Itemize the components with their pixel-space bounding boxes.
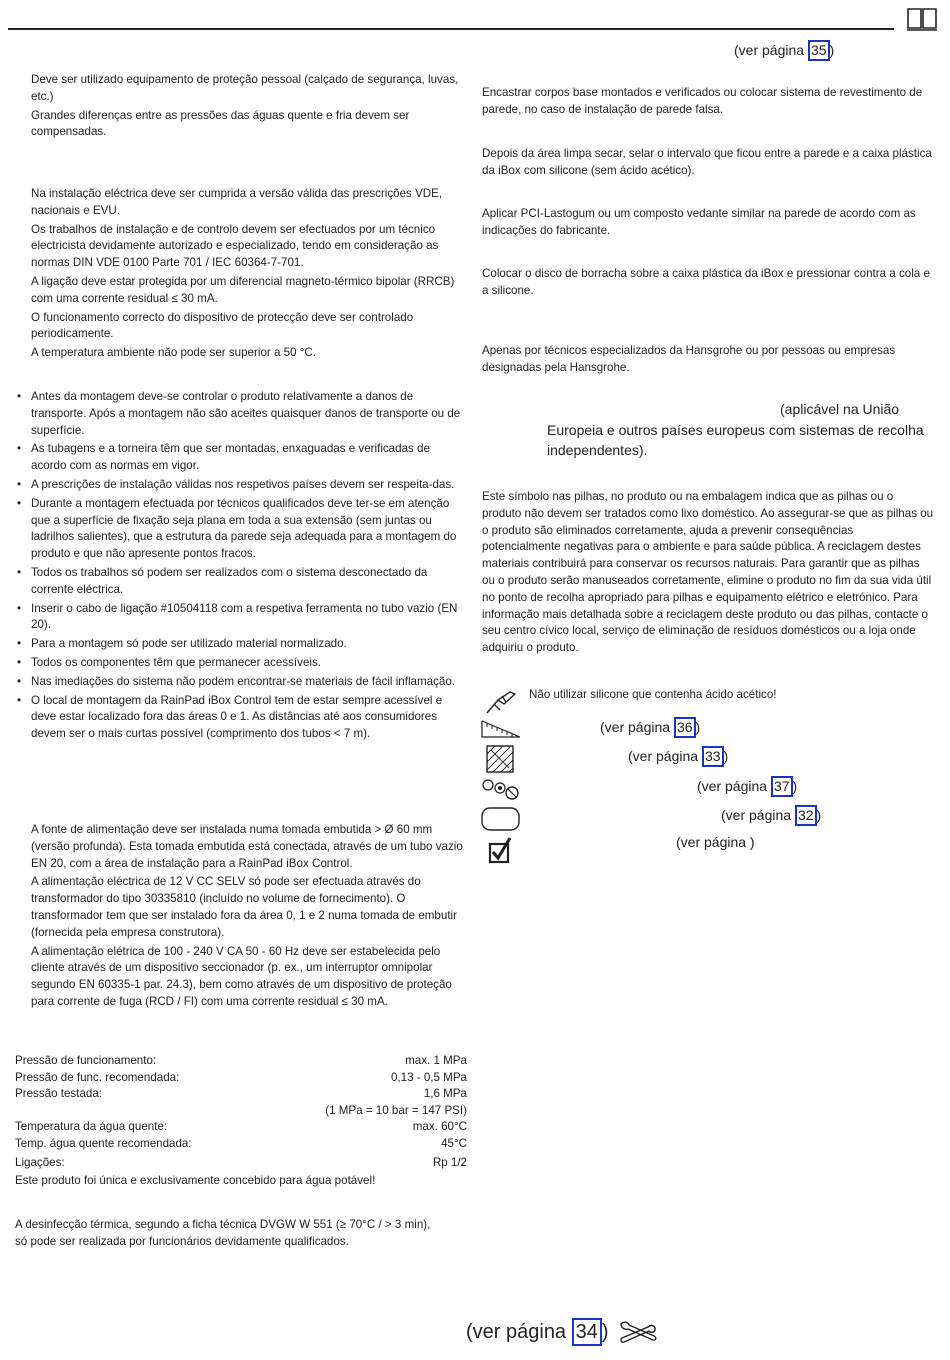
header-rule xyxy=(8,28,894,30)
right-paragraph-5: Apenas por técnicos especializados da Hansgrohe ou por pessoas ou empresas designadas pela Hansgrohe. xyxy=(482,344,896,374)
spec-row xyxy=(15,1053,467,1070)
page-ref-footer[interactable] xyxy=(466,1318,609,1346)
tools-icon xyxy=(618,1320,658,1346)
specs-note: Este produto foi única e exclusivamente concebido para água potável! xyxy=(15,1174,376,1188)
spec-label: Temp. água quente recomendada: xyxy=(15,1136,192,1150)
page-ref-top[interactable] xyxy=(734,40,834,61)
safety-paragraph: Grandes diferenças entre as pressões das águas quente e fria devem ser compensadas. xyxy=(31,108,410,139)
recycle-paragraph: Este símbolo nas pilhas, no produto ou na embalagem indica que as pilhas ou o produto não devem ser tratados como lixo doméstico. Ao assegurar-se que as pilhas ou o produto são eliminados corretamente, ajuda a prevenir consequências potencialmente negativas para o ambiente e para saúde pública. A reciclagem destes materiais contribuirá para conservar os recursos naturais. Para garantir que as pilhas ou o produto serão manuseados corretamente, elimine o produto no fim da sua vida útil no ponto de recolha apropriado para pilhas e equipamento elétrico e eletrónico. Para informação mais detalhada sobre a reciclagem deste produto ou das pilhas, contacte o seu centro cívico local, serviço de eliminação de resíduos domésticos ou a loja onde adquiriu o produto. xyxy=(482,490,934,655)
page-ref-suffix: ) xyxy=(829,42,835,58)
hatched-square-icon xyxy=(486,745,514,773)
spec-label: Pressão testada: xyxy=(15,1087,103,1101)
spec-row xyxy=(15,1155,467,1172)
eu-line-2: Europeia e outros países europeus com sistemas de recolha xyxy=(547,422,924,438)
bullet-item: • As tubagens e a torneira têm que ser montadas, enxaguadas e verificadas de acordo com as normas em vigor. xyxy=(31,441,467,475)
right-paragraph-1: Encastrar corpos base montados e verificados ou colocar sistema de revestimento de parede, no caso de instalação de parede falsa. xyxy=(482,86,923,116)
electrical-paragraph: O funcionamento correcto do dispositivo de protecção deve ser controlado periodicamente. xyxy=(31,310,414,341)
page-ref-number[interactable]: 34 xyxy=(572,1318,602,1346)
electrical-paragraph: A temperatura ambiente não pode ser superior a 50 °C. xyxy=(31,346,316,360)
specs-table xyxy=(15,1053,467,1190)
spec-value: 0,13 - 0,5 MPa xyxy=(390,1070,467,1084)
electrical-paragraph: Os trabalhos de instalação e de controlo devem ser efectuados por um técnico electricista devidamente autorizado e especializado, tendo em consideração as normas DIN VDE 0100 Parte 701 / IEC 60364-7-701. xyxy=(31,222,439,270)
right-paragraph-2: Depois da área limpa secar, selar o intervalo que ficou entre a parede e a caixa plástica da iBox com silicone (sem ácido acético). xyxy=(482,147,932,177)
page-ref-label: (ver página xyxy=(721,807,795,823)
bullet-item: • Inserir o cabo de ligação #10504118 com a respetiva ferramenta no tubo vazio (EN 20). xyxy=(31,601,467,635)
page-ref-32[interactable] xyxy=(721,805,821,826)
spec-value: 45°C xyxy=(441,1136,467,1150)
page-ref-number[interactable]: 37 xyxy=(771,776,793,797)
spec-value: max. 60°C xyxy=(412,1120,467,1134)
bullet-item: • Para a montagem só pode ser utilizado material normalizado. xyxy=(31,636,467,653)
page-ref-label: (ver página xyxy=(600,719,674,735)
bullet-item: • Todos os trabalhos só podem ser realizados com o sistema desconectado da corrente eléctrica. xyxy=(31,565,467,599)
page-ref-suffix: ) xyxy=(723,748,729,764)
power-paragraph: A alimentação eléctrica de 12 V CC SELV só pode ser efectuada através do transformador do tipo 30335810 (incluído no volume de fornecimento). O transformador tem que ser instalado fora da área 0, 1 e 2 numa tomada de embutir (fornecida pela empresa construtora). xyxy=(31,875,457,939)
page-ref-suffix: ) xyxy=(816,807,822,823)
page-ref-number[interactable]: 35 xyxy=(808,40,830,61)
page-ref-number[interactable]: 33 xyxy=(702,746,724,767)
ruler-icon xyxy=(481,717,521,741)
page-ref-number[interactable]: 32 xyxy=(795,805,817,826)
spec-label: Pressão de func. recomendada: xyxy=(15,1070,180,1084)
right-paragraph-3: Aplicar PCI-Lastogum ou um composto vedante similar na parede de acordo com as indicações do fabricante. xyxy=(482,207,916,237)
spec-row xyxy=(15,1136,467,1153)
spec-value: Rp 1/2 xyxy=(432,1155,467,1169)
silicone-note: Não utilizar silicone que contenha ácido acético! xyxy=(529,688,777,701)
power-section xyxy=(31,822,467,1013)
silicone-gun-icon xyxy=(484,686,518,716)
page-ref-37[interactable] xyxy=(697,776,797,797)
electrical-section xyxy=(31,186,467,364)
spec-label: Ligações: xyxy=(15,1155,65,1169)
page-ref-suffix: ) xyxy=(792,778,798,794)
bullet-item: • A prescrições de instalação válidas nos respetivos países devem ser respeita-das. xyxy=(31,477,467,494)
page-ref-suffix: ) xyxy=(601,1321,609,1343)
page-ref-label: (ver página xyxy=(628,748,702,764)
spec-value: max. 1 MPa xyxy=(405,1054,467,1067)
page-ref-suffix: ) xyxy=(695,719,701,735)
rounded-rect-icon xyxy=(481,806,521,832)
right-paragraph-4: Colocar o disco de borracha sobre a caixa plástica da iBox e pressionar contra a cola e a silicone. xyxy=(482,267,930,297)
eu-line-1: (aplicável na União xyxy=(780,401,900,417)
power-paragraph: A alimentação elétrica de 100 - 240 V CA 50 - 60 Hz deve ser estabelecida pelo cliente através de um dispositivo seccionador (p. ex., um interruptor omnipolar segundo EN 60335-1 par. 24.3), bem como através de um dispositivo de proteção para corrente de fuga (RCD / FI) com uma corrente residual ≤ 30 mA. xyxy=(31,944,452,1008)
spec-label: Temperatura da água quente: xyxy=(15,1120,168,1134)
spec-label: Pressão de funcionamento: xyxy=(15,1054,157,1067)
page-ref-label: (ver página xyxy=(734,42,808,58)
electrical-paragraph: A ligação deve estar protegida por um diferencial magneto-térmico bipolar (RRCB) com uma corrente residual ≤ 30 mA. xyxy=(31,274,455,305)
bullet-item: • Durante a montagem efectuada por técnicos qualificados deve ter-se em atenção que a superfície de fixação seja plana em toda a sua extensão (sem juntas ou ladrilhos salientes), que a estrutura da parede seja adequada para a montagem do produto e que não apresente pontos fracos. xyxy=(31,496,467,563)
bullet-item: • Todos os componentes têm que permanecer acessíveis. xyxy=(31,655,467,672)
page-ref-number[interactable]: 36 xyxy=(674,717,696,738)
spec-row xyxy=(15,1070,467,1087)
assembly-bullets xyxy=(31,389,467,745)
bullet-item: • Nas imediações do sistema não podem encontrar-se materiais de fácil inflamação. xyxy=(31,674,467,691)
page-ref-empty[interactable] xyxy=(676,834,755,850)
electrical-paragraph: Na instalação eléctrica deve ser cumprida a versão válida das prescrições VDE, nacionais e EVU. xyxy=(31,187,443,217)
parts-icon xyxy=(481,776,521,802)
spec-value: (1 MPa = 10 bar = 147 PSI) xyxy=(325,1103,467,1117)
safety-section xyxy=(31,72,467,143)
power-paragraph: A fonte de alimentação deve ser instalada numa tomada embutida > Ø 60 mm (versão profunda). Esta tomada embutida está conectada, através de um tubo vazio EN 20, com a área de instalação para a RainPad iBox Control. xyxy=(31,823,463,870)
spec-value: 1,6 MPa xyxy=(423,1087,467,1101)
safety-paragraph: Deve ser utilizado equipamento de proteção pessoal (calçado de segurança, luvas, etc.) xyxy=(31,73,459,103)
page-ref-label: (ver página xyxy=(697,778,771,794)
page-ref-33[interactable] xyxy=(628,746,728,767)
checkbox-icon xyxy=(488,836,514,864)
spec-row xyxy=(15,1086,467,1103)
page-ref-label: (ver página xyxy=(466,1321,572,1343)
page-ref-36[interactable] xyxy=(600,717,700,738)
book-icon xyxy=(906,6,938,32)
spec-row xyxy=(15,1103,467,1120)
bullet-item: • Antes da montagem deve-se controlar o produto relativamente a danos de transporte. Após a montagem não são aceites quaisquer danos de transporte ou de superfície. xyxy=(31,389,467,439)
bullet-item: • O local de montagem da RainPad iBox Control tem de estar sempre acessível e deve estar localizado fora das áreas 0 e 1. As distâncias até aos consumidores devem ser o mais curtas possível (comprimento dos tubos < 7 m). xyxy=(31,693,467,743)
spec-row xyxy=(15,1119,467,1136)
disinfection-note: A desinfecção térmica, segundo a ficha técnica DVGW W 551 (≥ 70°C / > 3 min), só pode ser realizada por funcionários devidamente qualificados. xyxy=(15,1218,431,1248)
eu-line-3: independentes). xyxy=(547,442,648,458)
page-ref-label: (ver página ) xyxy=(676,834,755,850)
